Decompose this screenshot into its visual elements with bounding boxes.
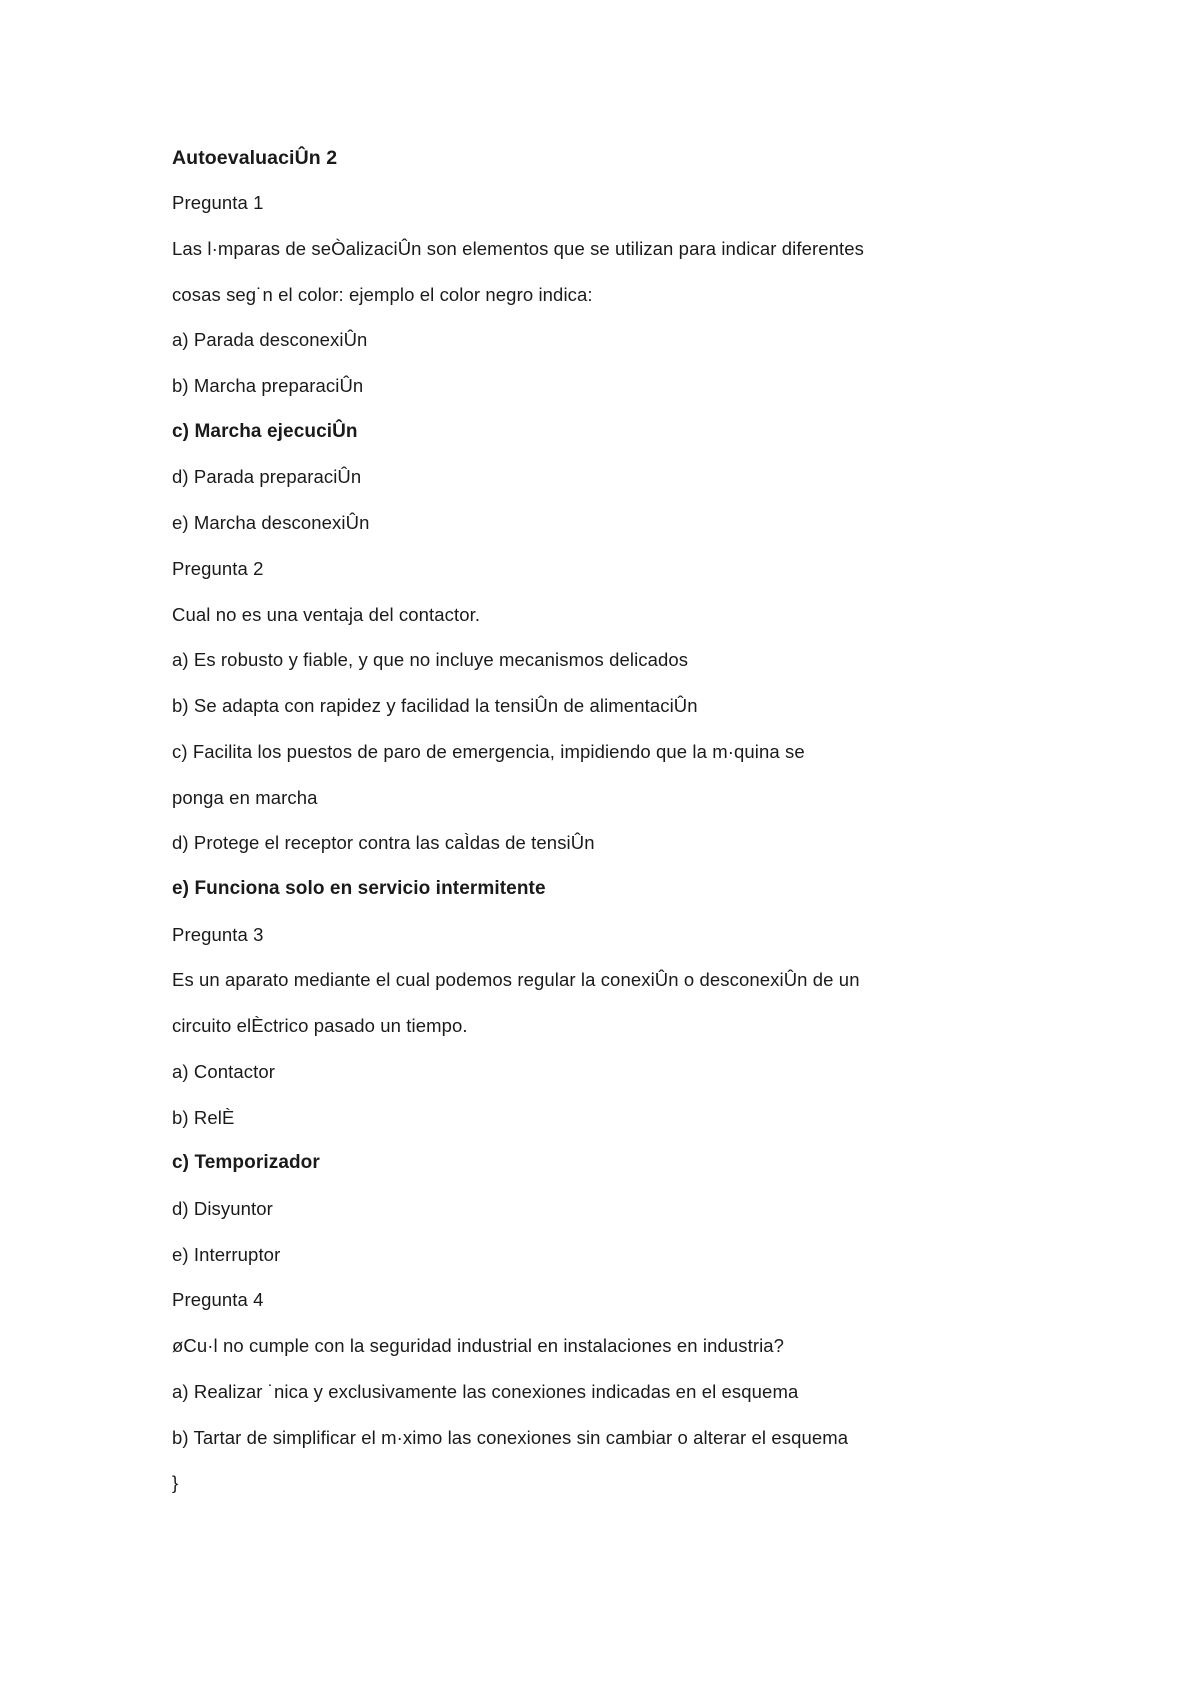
answer-option: e) Marcha desconexiÛn: [172, 512, 370, 533]
question-prompt: circuito elÈctrico pasado un tiempo.: [172, 1015, 468, 1036]
answer-option: e) Interruptor: [172, 1244, 281, 1265]
answer-option-highlighted: c) Marcha ejecuciÛn: [172, 421, 358, 442]
answer-option: d) Protege el receptor contra las caÌdas de tensiÛn: [172, 832, 595, 853]
answer-option: b) Se adapta con rapidez y facilidad la tensiÛn de alimentaciÛn: [172, 695, 698, 716]
question-prompt: Cual no es una ventaja del contactor.: [172, 604, 481, 625]
answer-option-highlighted: e) Funciona solo en servicio intermitente: [172, 878, 546, 899]
trailing-mark: }: [172, 1472, 179, 1493]
answer-option: b) Tartar de simplificar el m·ximo las conexiones sin cambiar o alterar el esquema: [172, 1427, 849, 1448]
answer-option: c) Facilita los puestos de paro de emergencia, impidiendo que la m·quina se: [172, 741, 805, 762]
answer-option: a) Es robusto y fiable, y que no incluye mecanismos delicados: [172, 649, 689, 670]
answer-option-highlighted: c) Temporizador: [172, 1152, 320, 1173]
answer-option-continuation: ponga en marcha: [172, 787, 318, 808]
answer-option: a) Parada desconexiÛn: [172, 329, 368, 350]
question-prompt: Las l·mparas de seÒalizaciÛn son elementos que se utilizan para indicar diferentes: [172, 238, 865, 259]
question-heading: Pregunta 1: [172, 192, 264, 213]
document-title: AutoevaluaciÛn 2: [172, 147, 338, 169]
answer-option: b) Marcha preparaciÛn: [172, 375, 364, 396]
question-prompt: øCu·l no cumple con la seguridad industrial en instalaciones en industria?: [172, 1335, 785, 1356]
question-heading: Pregunta 2: [172, 558, 264, 579]
answer-option: a) Realizar ˙nica y exclusivamente las conexiones indicadas en el esquema: [172, 1381, 799, 1402]
question-heading: Pregunta 3: [172, 924, 264, 945]
answer-option: a) Contactor: [172, 1061, 275, 1082]
question-prompt: Es un aparato mediante el cual podemos regular la conexiÛn o desconexiÛn de un: [172, 969, 860, 990]
question-prompt: cosas seg˙n el color: ejemplo el color negro indica:: [172, 284, 593, 305]
question-heading: Pregunta 4: [172, 1289, 264, 1310]
answer-option: b) RelÈ: [172, 1107, 235, 1128]
answer-option: d) Parada preparaciÛn: [172, 466, 362, 487]
answer-option: d) Disyuntor: [172, 1198, 273, 1219]
